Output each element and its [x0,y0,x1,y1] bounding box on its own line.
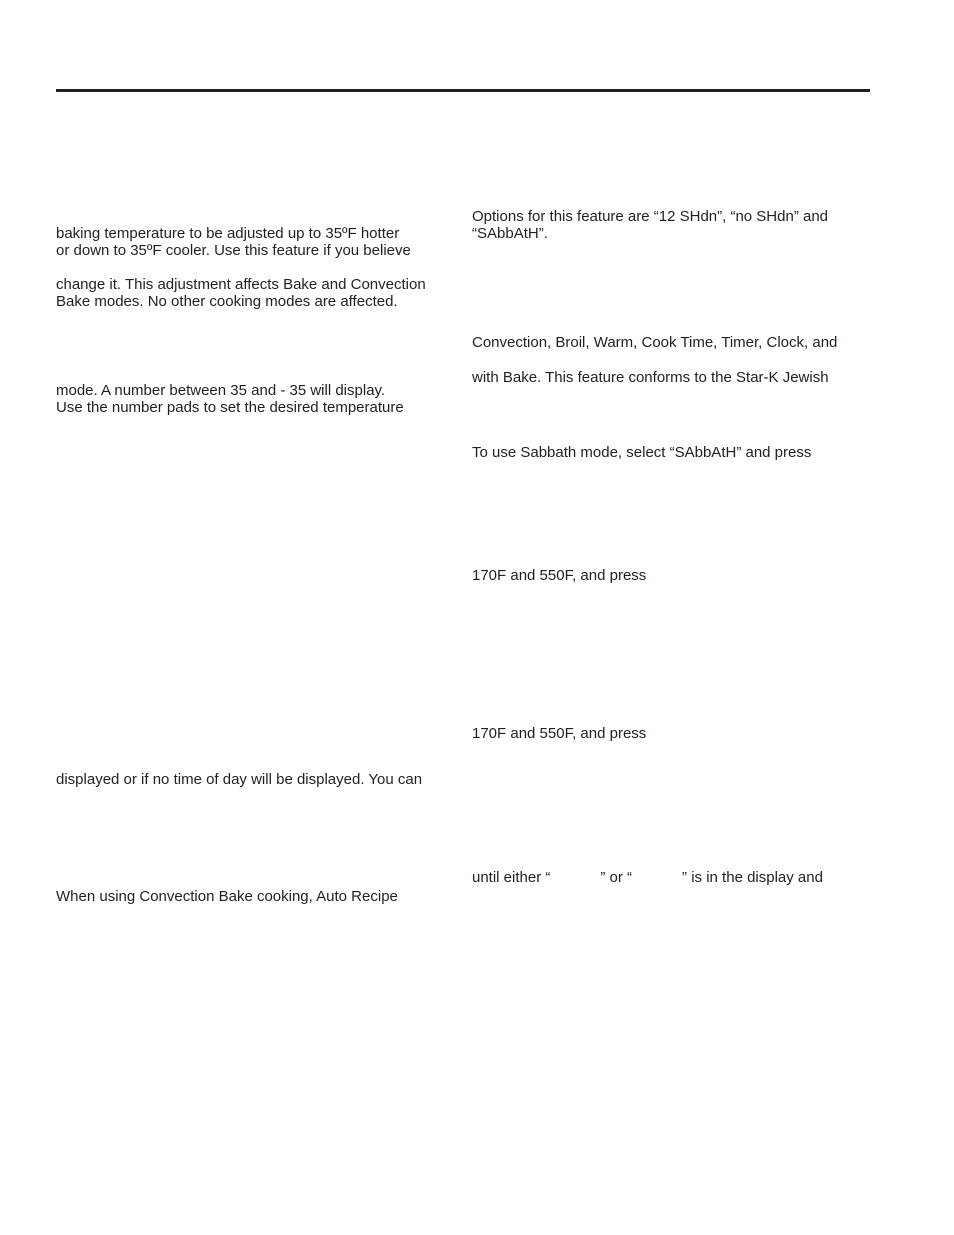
left-text-line: or down to 35ºF cooler. Use this feature if you believe [56,242,411,259]
right-text-line: until either “ ” or “ ” is in the display and [472,869,823,886]
right-text-line: Convection, Broil, Warm, Cook Time, Timer, Clock, and [472,334,838,351]
left-text-line: Use the number pads to set the desired temperature [56,399,404,416]
left-text-line: change it. This adjustment affects Bake and Convection [56,276,426,293]
right-text-line: 170F and 550F, and press [472,567,647,584]
left-text-line: mode. A number between 35 and - 35 will display. [56,382,386,399]
left-text-line: Bake modes. No other cooking modes are affected. [56,293,398,310]
left-text-line: baking temperature to be adjusted up to 35ºF hotter [56,225,400,242]
left-text-line: When using Convection Bake cooking, Auto Recipe [56,888,398,905]
right-text-line: “SAbbAtH”. [472,225,548,242]
right-text-line: Options for this feature are “12 SHdn”, “no SHdn” and [472,208,829,225]
right-text-line: 170F and 550F, and press [472,725,647,742]
right-text-line: with Bake. This feature conforms to the Star-K Jewish [472,369,829,386]
right-text-line: To use Sabbath mode, select “SAbbAtH” and press [472,444,812,461]
left-text-line: displayed or if no time of day will be displayed. You can [56,771,423,788]
header-rule [56,89,870,92]
